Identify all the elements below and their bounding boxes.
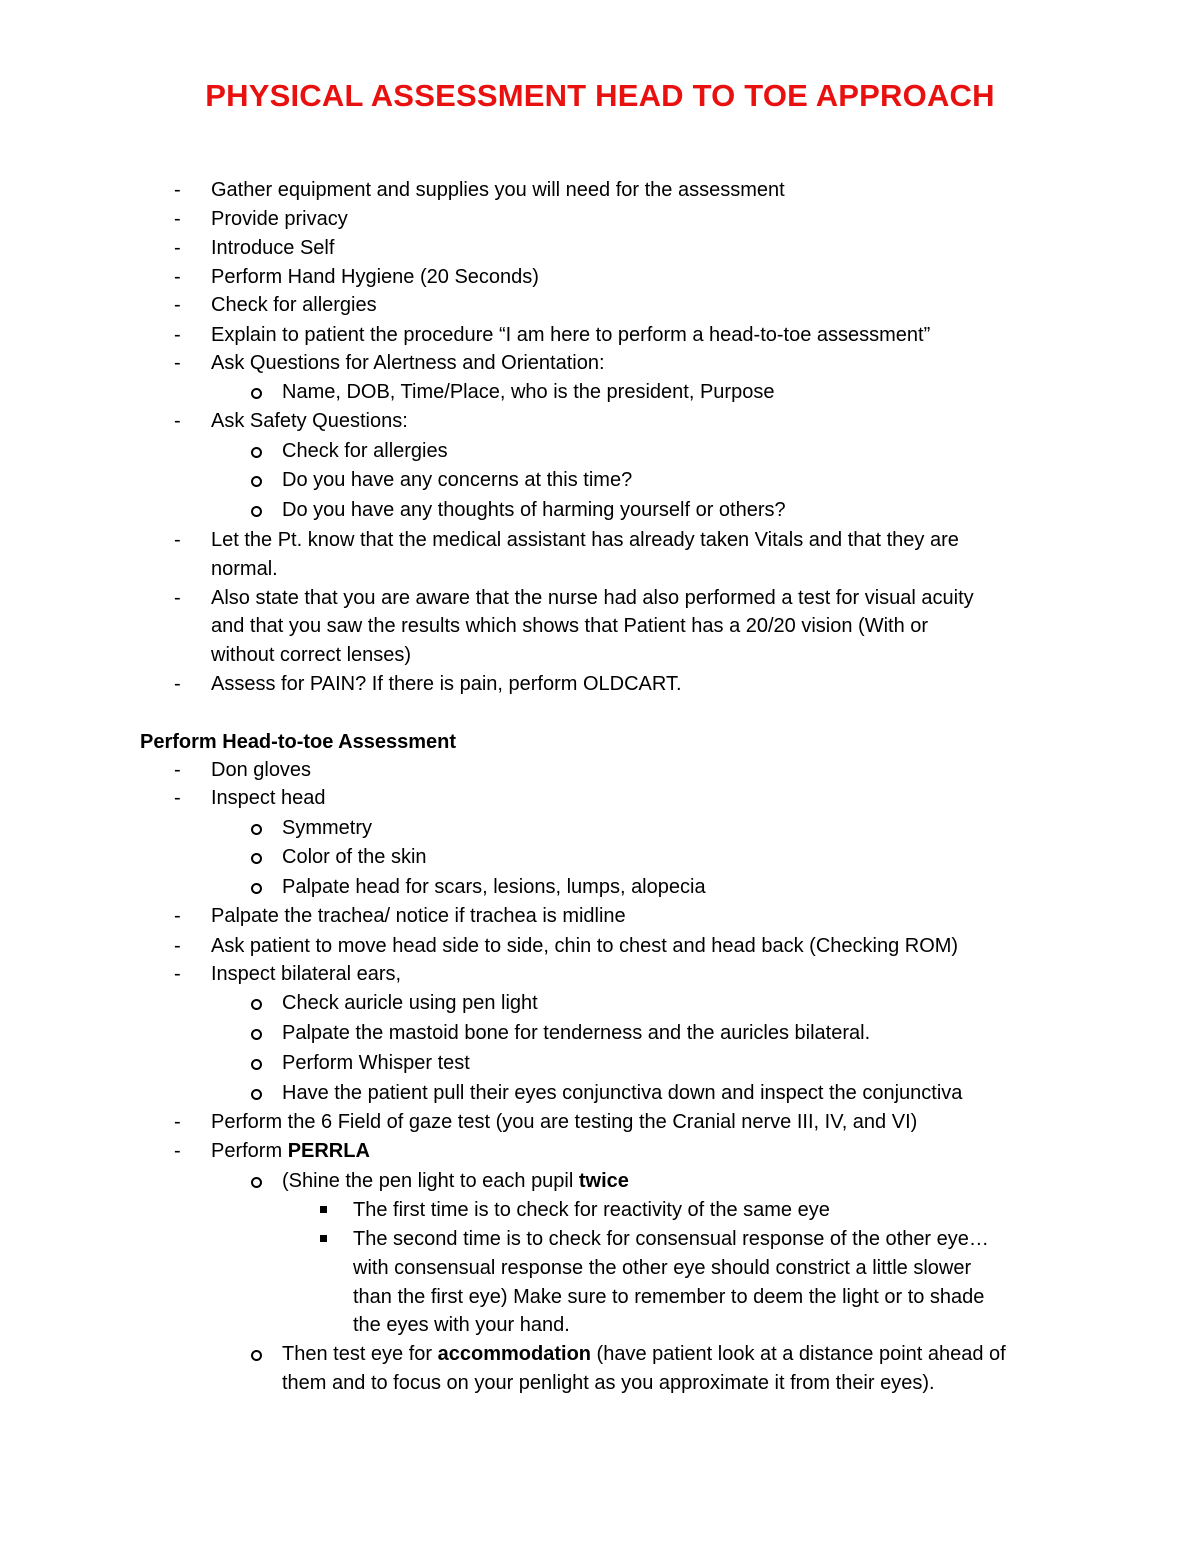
sub-list-item: [282, 1340, 1006, 1369]
list-item: Ask Safety Questions:: [211, 410, 408, 432]
square-bullet: [320, 1206, 327, 1213]
list-item-continuation: with consensual response the other eye should constrict a little slower: [353, 1257, 972, 1279]
list-item: Let the Pt. know that the medical assistant has already taken Vitals and that they are: [211, 529, 959, 551]
list-item-continuation: normal.: [211, 558, 278, 580]
dash-bullet: -: [174, 1140, 181, 1162]
sub-list-item: Symmetry: [282, 817, 372, 839]
list-item: Inspect bilateral ears,: [211, 963, 402, 985]
circle-bullet: [251, 883, 262, 894]
perrla-term: PERRLA: [287, 1140, 370, 1162]
accommodation-prefix: Then test eye for: [282, 1343, 438, 1365]
list-item-continuation: and that you saw the results which shows that Patient has a 20/20 vision (With or: [211, 615, 929, 637]
dash-bullet: -: [174, 759, 181, 781]
circle-bullet: [251, 853, 262, 864]
dash-bullet: -: [174, 237, 181, 259]
list-item: Gather equipment and supplies you will need for the assessment: [211, 179, 785, 201]
list-item: Perform Hand Hygiene (20 Seconds): [211, 266, 539, 288]
circle-bullet: [251, 1089, 262, 1100]
sub-list-item: Palpate head for scars, lesions, lumps, alopecia: [282, 876, 706, 898]
list-item-continuation: the eyes with your hand.: [353, 1314, 570, 1336]
list-item: Ask patient to move head side to side, chin to chest and head back (Checking ROM): [211, 935, 959, 957]
circle-bullet: [251, 999, 262, 1010]
dash-bullet: -: [174, 963, 181, 985]
page-title: PHYSICAL ASSESSMENT HEAD TO TOE APPROACH: [205, 78, 995, 113]
dash-bullet: -: [174, 179, 181, 201]
dash-bullet: -: [174, 208, 181, 230]
list-item: Perform the 6 Field of gaze test (you are testing the Cranial nerve III, IV, and VI): [211, 1111, 918, 1133]
circle-bullet: [251, 476, 262, 487]
list-item: Assess for PAIN? If there is pain, perform OLDCART.: [211, 673, 682, 695]
sub-list-item: [282, 1167, 629, 1196]
sub-list-item: Name, DOB, Time/Place, who is the president, Purpose: [282, 381, 775, 403]
dash-bullet: -: [174, 410, 181, 432]
circle-bullet: [251, 1177, 262, 1188]
dash-bullet: -: [174, 529, 181, 551]
dash-bullet: -: [174, 587, 181, 609]
twice-term: twice: [578, 1170, 629, 1192]
list-item: Don gloves: [211, 759, 312, 781]
list-item: Also state that you are aware that the nurse had also performed a test for visual acuity: [211, 587, 974, 609]
list-item: Provide privacy: [211, 208, 348, 230]
sub-list-item: Check for allergies: [282, 440, 448, 462]
section-heading: Perform Head-to-toe Assessment: [140, 731, 457, 753]
sub-list-item: Palpate the mastoid bone for tenderness and the auricles bilateral.: [282, 1022, 871, 1044]
sub-list-item: Do you have any concerns at this time?: [282, 469, 633, 491]
dash-bullet: -: [174, 935, 181, 957]
list-item-continuation: them and to focus on your penlight as you approximate it from their eyes).: [282, 1372, 935, 1394]
circle-bullet: [251, 1350, 262, 1361]
perrla-prefix: Perform: [211, 1140, 288, 1162]
list-item: Inspect head: [211, 787, 326, 809]
list-item: Check for allergies: [211, 294, 377, 316]
sub-list-item: Color of the skin: [282, 846, 427, 868]
sub-list-item: Do you have any thoughts of harming yourself or others?: [282, 499, 786, 521]
circle-bullet: [251, 1029, 262, 1040]
list-item: Palpate the trachea/ notice if trachea is midline: [211, 905, 626, 927]
dash-bullet: -: [174, 266, 181, 288]
list-item: Ask Questions for Alertness and Orientation:: [211, 352, 605, 374]
circle-bullet: [251, 824, 262, 835]
sub-list-item: Have the patient pull their eyes conjunctiva down and inspect the conjunctiva: [282, 1082, 963, 1104]
list-item: [211, 1137, 370, 1166]
shine-text: (Shine the pen light to each pupil: [282, 1170, 579, 1192]
circle-bullet: [251, 447, 262, 458]
sub-sub-list-item: The first time is to check for reactivity of the same eye: [353, 1199, 830, 1221]
dash-bullet: -: [174, 1111, 181, 1133]
sub-list-item: Perform Whisper test: [282, 1052, 470, 1074]
list-item-continuation: without correct lenses): [211, 644, 412, 666]
circle-bullet: [251, 506, 262, 517]
dash-bullet: -: [174, 905, 181, 927]
dash-bullet: -: [174, 294, 181, 316]
dash-bullet: -: [174, 673, 181, 695]
accommodation-term: accommodation: [437, 1343, 591, 1365]
circle-bullet: [251, 388, 262, 399]
list-item: Introduce Self: [211, 237, 335, 259]
dash-bullet: -: [174, 787, 181, 809]
sub-sub-list-item: The second time is to check for consensual response of the other eye…: [353, 1228, 989, 1250]
accommodation-suffix: (have patient look at a distance point ahead of: [591, 1343, 1006, 1365]
circle-bullet: [251, 1059, 262, 1070]
sub-list-item: Check auricle using pen light: [282, 992, 538, 1014]
list-item: Explain to patient the procedure “I am here to perform a head-to-toe assessment”: [211, 324, 931, 346]
square-bullet: [320, 1235, 327, 1242]
dash-bullet: -: [174, 352, 181, 374]
list-item-continuation: than the first eye) Make sure to remember to deem the light or to shade: [353, 1286, 985, 1308]
dash-bullet: -: [174, 324, 181, 346]
